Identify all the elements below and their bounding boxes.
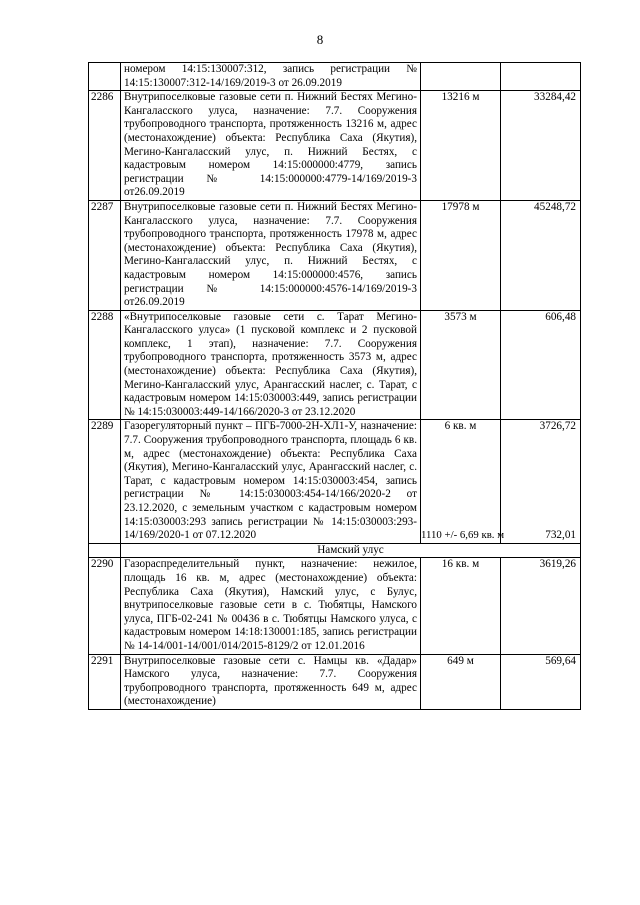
row-number: 2286 [89,91,121,201]
page-number: 8 [316,32,324,47]
row-number: 2287 [89,200,121,310]
row-description: «Внутрипоселковые газовые сети с. Тарат Мегино-Кангаласского улуса» (1 пусковой комплекс и 2 пусковой комплекс, 1 этап), назначение: 7.7. Сооружения трубопроводного транспорта, протяженность 3573 м, адрес (местонахождение) объекта: Республика Саха (Якутия), Мегино-Кангаласский улус, Арангасский наслег, с. Тарат, с кадастровым номером 14:15:030003:449, запись регистрации № 14:15:030003:449-14/166/2020-3 от 23.12.2020 [121,310,421,420]
table-row [89,91,581,201]
row-number: 2289 [89,420,121,543]
row-area: 16 кв. м [421,558,501,654]
row-area-cell [421,420,505,543]
property-table [88,62,581,710]
row-value: 3619,26 [501,558,581,654]
row-number: 2290 [89,558,121,654]
row-description: Газорегуляторный пункт – ПГБ-7000-2Н-ХЛ1-У, назначение: 7.7. Сооружения трубопроводного транспорта, площадь 6 кв. м, адрес (местонахождение) объекта: Республика Саха (Якутия), Мегино-Кангаласский улус, Арангасский наслег, с. Тарат, с кадастровым номером 14:15:030003:454, запись регистрации № 14:15:030003:454-14/166/2020-2 от 23.12.2020, с земельным участком с кадастровым номером 14:15:030003:293 запись регистрации № 14:15:030003:293-14/169/2020-1 от 07.12.2020 [121,420,421,543]
row-area: 6 кв. м [444,420,477,433]
table-row [89,63,581,91]
row-value-land: 732,01 [545,529,576,542]
row-description: номером 14:15:130007:312, запись регистрации № 14:15:130007:312-14/169/2019-3 от 26.09.2019 [121,63,421,91]
row-area: 13216 м [421,91,501,201]
row-area: 649 м [421,654,501,709]
row-description: Внутрипоселковые газовые сети п. Нижний Бестях Мегино-Кангаласского улуса, назначение: 7.7. Сооружения трубопроводного транспорта, протяженность 17978 м, адрес (местонахождение) объекта: Республика Саха (Якутия), Мегино-Кангаласский улус, п. Нижний Бестях, с кадастровым номером 14:15:000000:4576, запись регистрации № 14:15:000000:4576-14/169/2019-3 от26.09.2019 [121,200,421,310]
table-row [89,558,581,654]
section-spacer [89,543,121,558]
section-row [89,543,581,558]
row-value: 3726,72 [539,420,576,433]
section-title: Намский улус [121,543,581,558]
table-row [89,310,581,420]
row-area-land: 1110 +/- 6,69 кв. м [421,529,505,542]
row-description: Газораспределительный пункт, назначение: нежилое, площадь 16 кв. м, адрес (местонахождение) объекта: Республика Саха (Якутия), Намский улус, с Булус, внутрипоселковые газовые сети в с. Тюбятцы, Намского улуса, ПГБ-02-241 № 00436 в с. Тюбятцы Намского улуса, с кадастровым номером 14:18:130001:185, запись регистрации № 14-14/001-14/001/014/2015-8129/2 от 12.01.2016 [121,558,421,654]
row-value: 569,64 [501,654,581,709]
row-area: 17978 м [421,200,501,310]
row-area [421,63,501,91]
row-value: 33284,42 [501,91,581,201]
row-number [89,63,121,91]
table-row [89,420,581,543]
row-value [501,63,581,91]
row-description: Внутрипоселковые газовые сети с. Намцы кв. «Дадар» Намского улуса, назначение: 7.7. Сооружения трубопроводного транспорта, протяженность 649 м, адрес (местонахождение) [121,654,421,709]
row-description: Внутрипоселковые газовые сети п. Нижний Бестях Мегино-Кангаласского улуса, назначение: 7.7. Сооружения трубопроводного транспорта, протяженность 13216 м, адрес (местонахождение) объекта: Республика Саха (Якутия), Мегино-Кангаласский улус, п. Нижний Бестях, с кадастровым номером 14:15:000000:4779, запись регистрации № 14:15:000000:4779-14/169/2019-3 от26.09.2019 [121,91,421,201]
row-value-cell [501,420,581,543]
row-value: 606,48 [501,310,581,420]
table-row [89,200,581,310]
table-row [89,654,581,709]
row-number: 2291 [89,654,121,709]
row-value: 45248,72 [501,200,581,310]
row-area: 3573 м [421,310,501,420]
row-number: 2288 [89,310,121,420]
